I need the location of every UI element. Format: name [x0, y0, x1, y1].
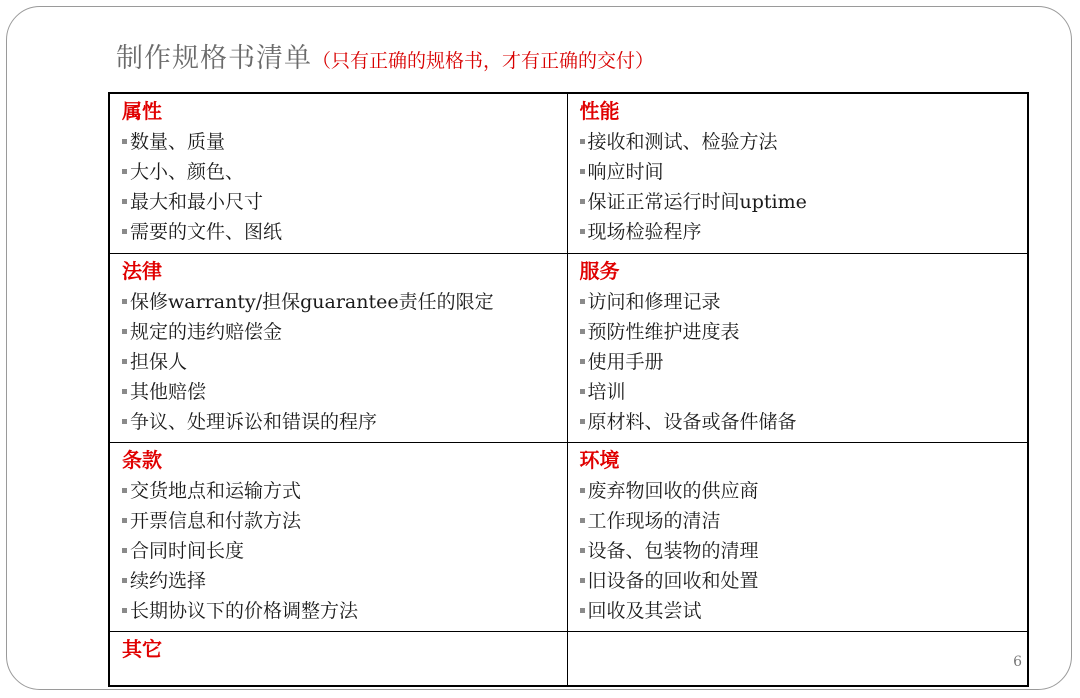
- list-item-text: 争议、处理诉讼和错误的程序: [130, 410, 378, 433]
- square-bullet-icon: [122, 488, 127, 493]
- cell-performance: [567, 93, 1028, 253]
- list-item: [122, 187, 567, 217]
- list-item: [122, 127, 567, 157]
- list-item: [122, 347, 567, 377]
- list-item: [580, 377, 1028, 407]
- list-item-text: 长期协议下的价格调整方法: [130, 599, 359, 622]
- list-item: [580, 157, 1028, 187]
- square-bullet-icon: [122, 139, 127, 144]
- square-bullet-icon: [122, 329, 127, 334]
- list-item: [580, 217, 1028, 247]
- list-item-text: 响应时间: [587, 161, 664, 183]
- list-item: [580, 407, 1028, 437]
- table-row: [109, 631, 1028, 686]
- list-item: [580, 127, 1028, 157]
- square-bullet-icon: [580, 578, 585, 583]
- list-item-text: 保证正常运行时间uptime: [587, 191, 807, 213]
- list-item-text: 其他赔偿: [130, 380, 207, 403]
- list-item-text: 现场检验程序: [587, 221, 702, 243]
- list-item-text: 续约选择: [130, 569, 207, 592]
- square-bullet-icon: [580, 329, 585, 334]
- list-item-text: 设备、包装物的清理: [587, 539, 759, 562]
- list-item: [122, 157, 567, 187]
- item-list: [580, 287, 1028, 437]
- square-bullet-icon: [122, 419, 127, 424]
- list-item: [580, 476, 1028, 506]
- cell-heading: 环境: [579, 447, 620, 472]
- table-row: [109, 442, 1028, 631]
- cell-empty: [567, 631, 1028, 686]
- list-item: [122, 476, 567, 506]
- list-item-text: 使用手册: [587, 350, 664, 373]
- list-item-text: 大小、颜色、: [130, 161, 245, 183]
- cell-environment: [567, 442, 1028, 631]
- list-item: [580, 596, 1028, 626]
- list-item-text: 担保人: [130, 350, 188, 373]
- list-item-text: 保修warranty/担保guarantee责任的限定: [130, 290, 494, 313]
- page-number: 6: [1013, 654, 1022, 670]
- list-item: [580, 566, 1028, 596]
- item-list: [580, 476, 1028, 626]
- item-list: [580, 127, 1028, 247]
- list-item-text: 预防性维护进度表: [587, 320, 740, 343]
- list-item: [122, 407, 567, 437]
- square-bullet-icon: [580, 299, 585, 304]
- list-item-text: 接收和测试、检验方法: [587, 131, 778, 153]
- list-item-text: 最大和最小尺寸: [130, 191, 264, 213]
- cell-heading: 其它: [122, 636, 162, 661]
- list-item: [580, 347, 1028, 377]
- list-item: [122, 317, 567, 347]
- cell-heading: 属性: [122, 99, 162, 123]
- cell-legal: [109, 253, 567, 442]
- square-bullet-icon: [580, 169, 585, 174]
- square-bullet-icon: [580, 229, 585, 234]
- square-bullet-icon: [122, 389, 127, 394]
- list-item: [580, 536, 1028, 566]
- list-item: [122, 536, 567, 566]
- spec-checklist-table: [108, 92, 1029, 687]
- table-row: [109, 93, 1028, 253]
- slide-title: [116, 36, 654, 75]
- square-bullet-icon: [580, 139, 585, 144]
- list-item: [580, 287, 1028, 317]
- cell-heading: 法律: [122, 258, 162, 283]
- square-bullet-icon: [122, 518, 127, 523]
- list-item: [122, 217, 567, 247]
- square-bullet-icon: [580, 548, 585, 553]
- square-bullet-icon: [122, 199, 127, 204]
- cell-heading: 服务: [579, 258, 620, 283]
- list-item-text: 合同时间长度: [130, 539, 245, 562]
- list-item: [580, 506, 1028, 536]
- square-bullet-icon: [122, 608, 127, 613]
- item-list: [122, 127, 567, 247]
- square-bullet-icon: [580, 359, 585, 364]
- list-item-text: 需要的文件、图纸: [130, 221, 283, 243]
- list-item: [580, 317, 1028, 347]
- title-main: 制作规格书清单: [116, 43, 312, 74]
- list-item-text: 废弃物回收的供应商: [587, 479, 759, 502]
- list-item: [122, 566, 567, 596]
- list-item-text: 数量、质量: [130, 131, 226, 153]
- list-item-text: 培训: [587, 380, 626, 403]
- square-bullet-icon: [122, 229, 127, 234]
- list-item-text: 开票信息和付款方法: [130, 509, 302, 532]
- cell-heading: 性能: [579, 99, 620, 123]
- table-row: [109, 253, 1028, 442]
- square-bullet-icon: [122, 169, 127, 174]
- list-item-text: 旧设备的回收和处置: [587, 569, 759, 592]
- cell-service: [567, 253, 1028, 442]
- square-bullet-icon: [122, 359, 127, 364]
- list-item: [122, 377, 567, 407]
- square-bullet-icon: [580, 488, 585, 493]
- item-list: [122, 476, 567, 626]
- cell-heading: 条款: [122, 447, 162, 472]
- square-bullet-icon: [580, 419, 585, 424]
- title-subtitle: （只有正确的规格书，才有正确的交付）: [312, 50, 655, 72]
- cell-attributes: [109, 93, 567, 253]
- square-bullet-icon: [122, 548, 127, 553]
- list-item-text: 回收及其尝试: [587, 599, 702, 622]
- item-list: [122, 287, 567, 437]
- list-item: [580, 187, 1028, 217]
- square-bullet-icon: [580, 518, 585, 523]
- cell-other: [109, 631, 567, 686]
- square-bullet-icon: [580, 199, 585, 204]
- list-item: [122, 506, 567, 536]
- list-item-text: 访问和修理记录: [587, 290, 721, 313]
- list-item: [122, 596, 567, 626]
- list-item-text: 工作现场的清洁: [587, 509, 721, 532]
- list-item: [122, 287, 567, 317]
- list-item-text: 原材料、设备或备件储备: [587, 410, 797, 433]
- square-bullet-icon: [122, 578, 127, 583]
- square-bullet-icon: [580, 389, 585, 394]
- list-item-text: 交货地点和运输方式: [130, 479, 302, 502]
- square-bullet-icon: [122, 299, 127, 304]
- square-bullet-icon: [580, 608, 585, 613]
- cell-terms: [109, 442, 567, 631]
- list-item-text: 规定的违约赔偿金: [130, 320, 283, 343]
